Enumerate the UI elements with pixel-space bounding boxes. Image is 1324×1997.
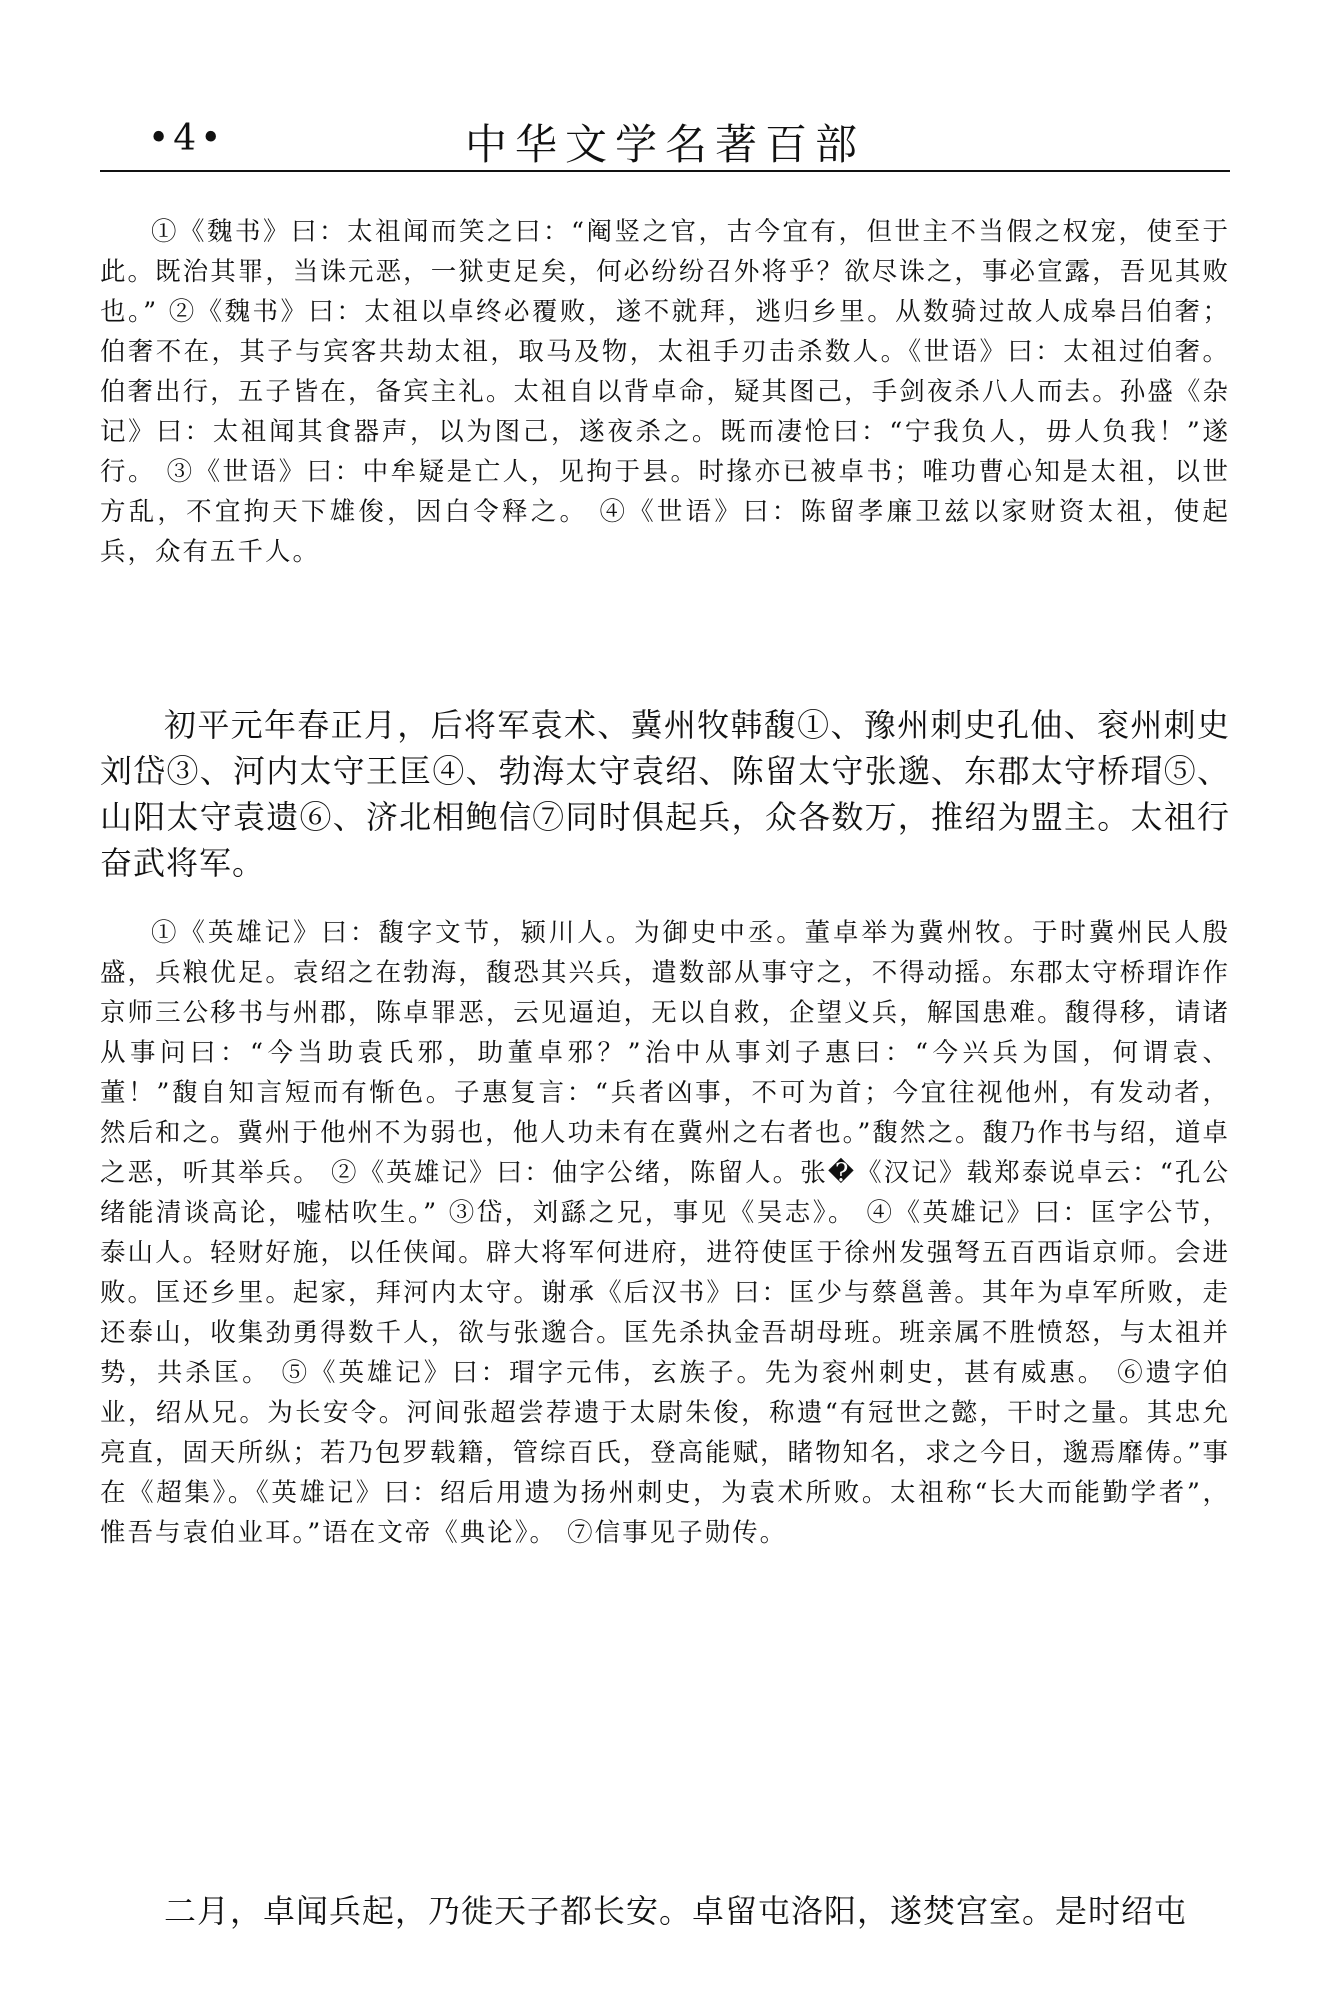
page-number: •4•	[148, 118, 226, 159]
main-text: 初平元年春正月，后将军袁术、冀州牧韩馥①、豫州刺史孔伷、衮州刺史刘岱③、河内太守王匡④、勃海太守袁绍、陈留太守张邈、东郡太守桥瑁⑤、山阳太守袁遗⑥、济北相鲍信⑦同时俱起兵，众各数万，推绍为盟主。太祖行奋武将军。	[100, 706, 1230, 882]
main-paragraph-2	[100, 1888, 1230, 1934]
main-text: 二月，卓闻兵起，乃徙天子都长安。卓留屯洛阳，遂焚宫室。是时绍屯	[164, 1892, 1188, 1930]
running-header	[100, 100, 1230, 168]
header-rule	[100, 170, 1230, 172]
annotation-text: ①《英雄记》曰：馥字文节，颍川人。为御史中丞。董卓举为冀州牧。于时冀州民人殷盛，兵粮优足。袁绍之在勃海，馥恐其兴兵，遣数部从事守之，不得动摇。东郡太守桥瑁诈作京师三公移书与州郡，陈卓罪恶，云见逼迫，无以自救，企望义兵，解国患难。馥得移，请诸从事问曰：“今当助袁氏邪，助董卓邪？”治中从事刘子惠曰：“今兴兵为国，何谓袁、董！”馥自知言短而有惭色。子惠复言：“兵者凶事，不可为首；今宜往视他州，有发动者，然后和之。冀州于他州不为弱也，他人功未有在冀州之右者也。”馥然之。馥乃作书与绍，道卓之恶，听其举兵。 ②《英雄记》曰：伷字公绪，陈留人。张�《汉记》载郑泰说卓云：“孔公绪能清谈高论，嘘枯吹生。” ③岱，刘繇之兄，事见《吴志》。 ④《英雄记》曰：匡字公节，泰山人。轻财好施，以任侠闻。辟大将军何进府，进符使匡于徐州发强弩五百西诣京师。会进败。匡还乡里。起家，拜河内太守。谢承《后汉书》曰：匡少与蔡邕善。其年为卓军所败，走还泰山，收集劲勇得数千人，欲与张邈合。匡先杀执金吾胡母班。班亲属不胜愤怒，与太祖并势，共杀匡。 ⑤《英雄记》曰：瑁字元伟，玄族子。先为衮州刺史，甚有威惠。 ⑥遗字伯业，绍从兄。为长安令。河间张超尝荐遗于太尉朱俊，称遗“有冠世之懿，干时之量。其忠允亮直，固天所纵；若乃包罗载籍，管综百氏，登高能赋，睹物知名，求之今日，邈焉靡俦。”事在《超集》。《英雄记》曰：绍后用遗为扬州刺史，为袁术所败。太祖称“长大而能勤学者”，惟吾与袁伯业耳。”语在文帝《典论》。 ⑦信事见子勋传。	[100, 918, 1230, 1548]
annotation-text: ①《魏书》曰：太祖闻而笑之曰：“阉竖之官，古今宜有，但世主不当假之权宠，使至于此。既治其罪，当诛元恶，一狱吏足矣，何必纷纷召外将乎？欲尽诛之，事必宣露，吾见其败也。” ②《魏书》曰：太祖以卓终必覆败，遂不就拜，逃归乡里。从数骑过故人成皋吕伯奢；伯奢不在，其子与宾客共劫太祖，取马及物，太祖手刃击杀数人。《世语》曰：太祖过伯奢。伯奢出行，五子皆在，备宾主礼。太祖自以背卓命，疑其图己，手剑夜杀八人而去。孙盛《杂记》曰：太祖闻其食器声，以为图己，遂夜杀之。既而凄怆曰：“宁我负人，毋人负我！”遂行。 ③《世语》曰：中牟疑是亡人，见拘于县。时掾亦已被卓书；唯功曹心知是太祖，以世方乱，不宜拘天下雄俊，因白令释之。 ④《世语》曰：陈留孝廉卫兹以家财资太祖，使起兵，众有五千人。	[100, 217, 1230, 567]
annotation-block-1	[100, 212, 1230, 572]
book-title: 中华文学名著百部	[464, 120, 865, 169]
annotation-block-2	[100, 913, 1230, 1553]
main-paragraph-1	[100, 702, 1230, 886]
